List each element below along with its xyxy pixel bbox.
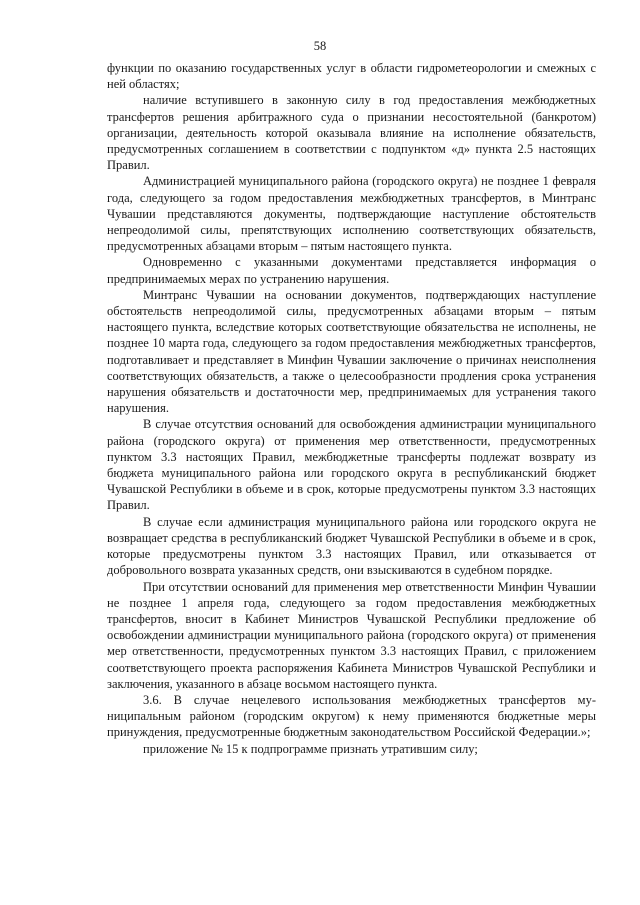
paragraph-information: Одновременно с указанными документами представляется информация о предпринимаемых мерах по устранению нарушения. [107, 255, 596, 286]
page-number: 58 [313, 39, 327, 53]
paragraph-minfin-proposal: При отсутствии оснований для применения мер ответственности Минфин Чувашии не позднее 1 апреля года, следующего за годом предоставления межбюджетных трансфертов, вносит в Кабинет Министров Чувашской Республики предложение об освобождении администрации муниципального района (городского округа) от применения мер ответственности, предусмотренных пунктом 3.3 настоящих Правил, с приложением соответствующего проекта распоряжения Кабинета Министров Чувашской Республики и заключения, указанного в абзаце восьмом настоящего пункта. [107, 579, 596, 691]
paragraph-documents-deadline: Администрацией муниципального района (городского округа) не позднее 1 февраля года, следующего за годом предоставления межбюджетных трансфертов, в Минтранс Чувашии представляются документы, подтверждающие наступление обстоятельств непреодолимой силы, препятствующих исполнению соответствующих обязательств, предусмотренных абзацами вторым – пятым настоящего пункта. [107, 174, 596, 254]
paragraph-mintrans-conclusion: Минтранс Чувашии на основании документов, подтверждающих наступление обстоятельств непреодолимой силы, предусмотренных абзацами вторым – пятым настоящего пункта, вследствие которых соответствующие обязательства не исполнены, не позднее 10 марта года, следующего за годом предоставления межбюджетных трансфертов, подготавливает и представляет в Минфин Чувашии заключение о причинах неисполнения соответствующих обязательств, а также о целесообразности продления срока устранения нарушения обязательств и достаточности мер, предпринимаемых для устранения такого нарушения. [107, 287, 596, 416]
paragraph-judicial-recovery: В случае если администрация муниципального района или городского округа не возвращает средства в республиканский бюджет Чувашской Республики в объеме и в срок, которые предусмотрены пунктом 3.3 настоящих Правил, или отказывается от добровольного возврата указанных средств, они взыскиваются в судебном порядке. [107, 514, 596, 578]
paragraph-section-3-6: 3.6. В случае нецелевого использования межбюджетных трансфертов муниципальным районом (городским округом) к нему применяются бюджетные меры принуждения, предусмотренные бюджетным законодательством Российской Федерации.»; [107, 692, 596, 740]
paragraph-bankruptcy: наличие вступившего в законную силу в год предоставления межбюджетных трансфертов решения арбитражного суда о признании несостоятельной (банкротом) организации, деятельность которой оказывала влияние на исполнение обязательств, предусмотренных соглашением в соответствии с подпунктом «д» пункта 2.5 настоящих Правил. [107, 93, 596, 173]
paragraph-appendix-15: приложение № 15 к подпрограмме признать утратившим силу; [143, 741, 478, 756]
paragraph-refund: В случае отсутствия оснований для освобождения администрации муниципального района (городского округа) от применения мер ответственности, предусмотренных пунктом 3.3 настоящих Правил, межбюджетные трансферты подлежат возврату из бюджета муниципального района или городского округа в республиканский бюджет Чувашской Республики в объеме и в срок, которые предусмотрены пунктом 3.3 настоящих Правил. [107, 417, 596, 513]
paragraph-continuation: функции по оказанию государственных услуг в области гидрометеорологии и смежных с ней областях; [107, 61, 596, 92]
document-body [107, 60, 596, 757]
